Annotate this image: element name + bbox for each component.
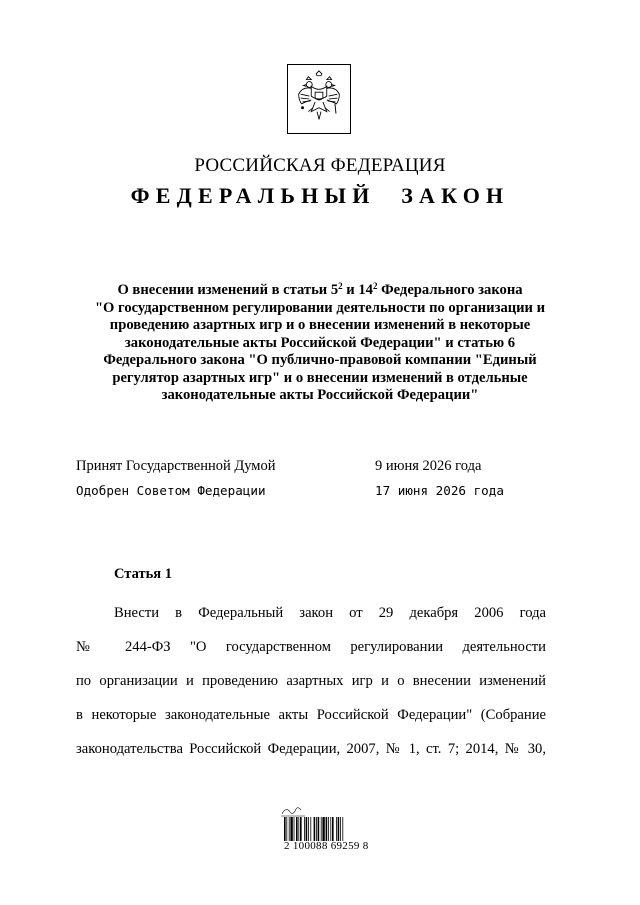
duma-adoption-date: 9 июня 2026 года — [375, 458, 482, 474]
title-line: регулятор азартных игр" и о внесении изменений в отдельные — [112, 369, 528, 386]
barcode-icon — [284, 817, 364, 841]
coat-of-arms-emblem — [287, 64, 351, 134]
article-line: Внести в Федеральный закон от 29 декабря 2006 года — [114, 605, 546, 621]
registration-stamp-icon — [278, 804, 308, 818]
council-approval-date: 17 июня 2026 года — [375, 483, 504, 498]
duma-adoption-label: Принят Государственной Думой — [76, 458, 276, 474]
barcode-number: 2 100088 69259 8 — [284, 840, 369, 852]
double-headed-eagle-icon — [288, 65, 350, 133]
article-heading: Статья 1 — [114, 566, 172, 582]
law-title — [72, 282, 568, 405]
article-line: по организации и проведению азартных игр и о внесении изменений — [76, 673, 546, 689]
title-line: "О государственном регулировании деятельности по организации и — [94, 299, 546, 316]
title-line: законодательные акты Российской Федерации" — [161, 387, 479, 403]
title-line: О внесении изменений в статьи $5^2$ и $14^2$ Федерального закона — [117, 281, 523, 298]
article-line: № 244-ФЗ "О государственном регулировании деятельности — [76, 639, 546, 655]
article-body — [76, 596, 546, 766]
title-line: Федерального закона "О публично-правовой компании "Единый — [103, 352, 537, 368]
country-name: РОССИЙСКАЯ ФЕДЕРАЦИЯ — [194, 155, 446, 176]
title-line: законодательные акты Российской Федерации" и статью 6 — [124, 334, 516, 351]
article-line: в некоторые законодательные акты Российской Федерации" (Собрание — [76, 707, 546, 723]
title-line: проведению азартных игр и о внесении изменений в некоторые — [109, 317, 531, 333]
document-type: ФЕДЕРАЛЬНЫЙ ЗАКОН — [130, 183, 510, 208]
council-approval-label: Одобрен Советом Федерации — [76, 483, 266, 498]
article-line: законодательства Российской Федерации, 2007, № 1, ст. 7; 2014, № 30, — [76, 741, 546, 757]
